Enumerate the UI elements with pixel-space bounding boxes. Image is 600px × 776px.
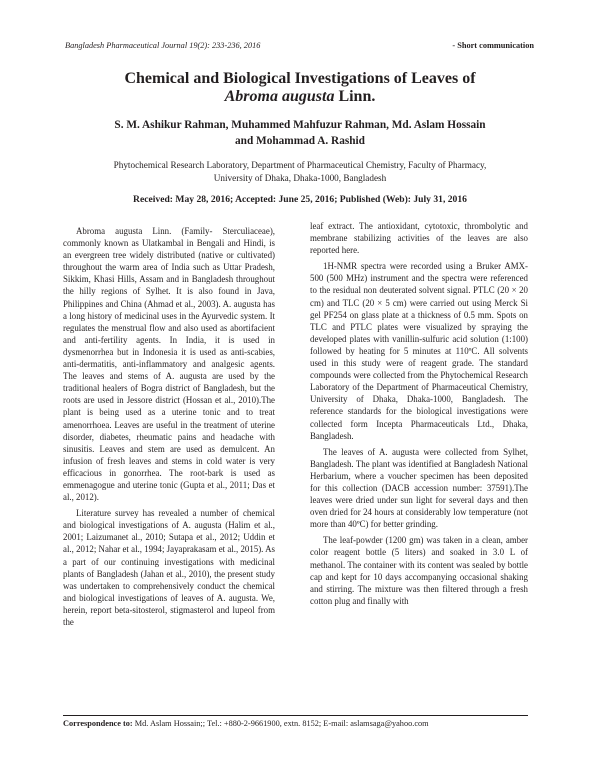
literature-paragraph: Literature survey has revealed a number of chemical and biological investigations of A. augusta (Halim et al., 2001; Laizumanet al., 2010; Sutapa et al., 2012; Uddin et al., 2012; Nahar et al., 1994; Jayaprakasam et al., 2015). As a part of our continuing investigations with medicinal plants of Bangladesh (Jahan et al., 2010), the present study was undertaken to comprehensively conduct the chemical and biological investigations of leaves of A. augusta. We, herein, report beta-sitosterol, stigmasterol and lupeol from the [63,508,275,627]
publication-dates: Received: May 28, 2016; Accepted: June 25, 2016; Published (Web): July 31, 2016 [133,194,467,205]
intro-paragraph: Abroma augusta Linn. (Family- Sterculiaceae), commonly known as Ulatkambal in Bengali and Hindi, is an evergreen tree widely distributed (native or cultivated) throughout the warm area of India such as Uttar Pradesh, Sikkim, Khasi Hills, Assam and in Bangladesh throughout the hilly regions of Sylhet. It is also found in Java, Philippines and China (Ahmad et al., 2003). A. augusta has a long history of medicinal uses in the Ayurvedic system. It regulates the menstrual flow and also used as abortifacient and anti-fertility agents. In India, it is used in dysmenorrhea but in Indonesia it is used as anti-scabies, anti-dermatitis, anti-inflammatory and analgesic agents. The leaves and stems of A. augusta are used by the traditional healers of Bogra district of Bangladesh, but the roots are used in Jessore district (Hossan et al., 2010).The plant is being used as a uterine tonic and to treat amenorrhoea. Leaves are useful in the treatment of uterine disorder, diabetes, rheumatic pains and headache with sinusitis. Leaves and stem are used as demulcent. An infusion of fresh leaves and stems in cold water is very efficacious in gonorrhea. The root-bark is used as emmenagogue and uterine tonic (Gupta et al., 2011; Das et al., 2012). [63,226,275,503]
affiliation-line-2: University of Dhaka, Dhaka-1000, Bangladesh [213,173,387,183]
methods-paragraph: 1H-NMR spectra were recorded using a Bruker AMX-500 (500 MHz) instrument and the spectra were referenced to the residual non deuterated solvent signal. PTLC (20 × 20 cm) and TLC (20 × 5 cm) were carried out using Merck Si gel PF254 on glass plate at a thickness of 0.5 mm. Spots on TLC and PTLC plates were visualized by spraying the developed plates with vanillin-sulfuric acid solution (1:100) followed by heating for 5 minutes at 110ºC. All solvents used in this study were of reagent grade. The standard compounds were collected from the Phytochemical Research Laboratory of the Department of Pharmaceutical Chemistry, University of Dhaka, Dhaka-1000, Bangladesh. The reference standards for the biological investigations were collected form Incepta Pharmaceuticals Ltd., Dhaka, Bangladesh. [310,261,528,441]
continued-paragraph: leaf extract. The antioxidant, cytotoxic, thrombolytic and membrane stabilizing activities of the leaves are also reported here. [310,221,528,256]
running-header [65,41,534,55]
left-column [63,225,275,632]
extraction-paragraph: The leaf-powder (1200 gm) was taken in a clean, amber color reagent bottle (5 liters) and soaked in 3.0 L of methanol. The container with its content was sealed by bottle cap and kept for 10 days accompanying occasional shaking and stirring. The mixture was then filtered through a fresh cotton plug and finally with [310,535,528,606]
journal-citation: Bangladesh Pharmaceutical Journal 19(2): 233-236, 2016 [65,41,261,50]
correspondence-label: Correspondence to: [63,719,133,728]
author-list [40,117,560,149]
correspondence-details: Md. Aslam Hossain;; Tel.: +880-2-9661900, extn. 8152; E-mail: aslamsaga@yahoo.com [132,719,429,728]
correspondence-note [63,719,533,728]
affiliation [40,159,560,185]
article-title [40,70,560,106]
article-type: - Short communication [452,41,534,50]
affiliation-line-1: Phytochemical Research Laboratory, Department of Pharmaceutical Chemistry, Faculty of Pharmacy, [113,160,487,170]
title-species: Abroma augusta [224,88,335,105]
right-column [310,220,528,611]
title-suffix: Linn. [334,88,376,105]
authors-line-2: and Mohammad A. Rashid [235,135,365,147]
footnote-divider [63,715,528,716]
authors-line-1: S. M. Ashikur Rahman, Muhammed Mahfuzur Rahman, Md. Aslam Hossain [114,119,486,131]
title-line-1: Chemical and Biological Investigations of Leaves of [124,70,476,87]
title-line-2 [40,88,560,106]
collection-paragraph: The leaves of A. augusta were collected from Sylhet, Bangladesh. The plant was identified at Bangladesh National Herbarium, where a voucher specimen has been deposited for this collection (DACB accession number: 37591).The leaves were dried under sun light for several days and then oven dried for 24 hours at considerably low temperature (not more than 40ºC) for better grinding. [310,446,528,530]
